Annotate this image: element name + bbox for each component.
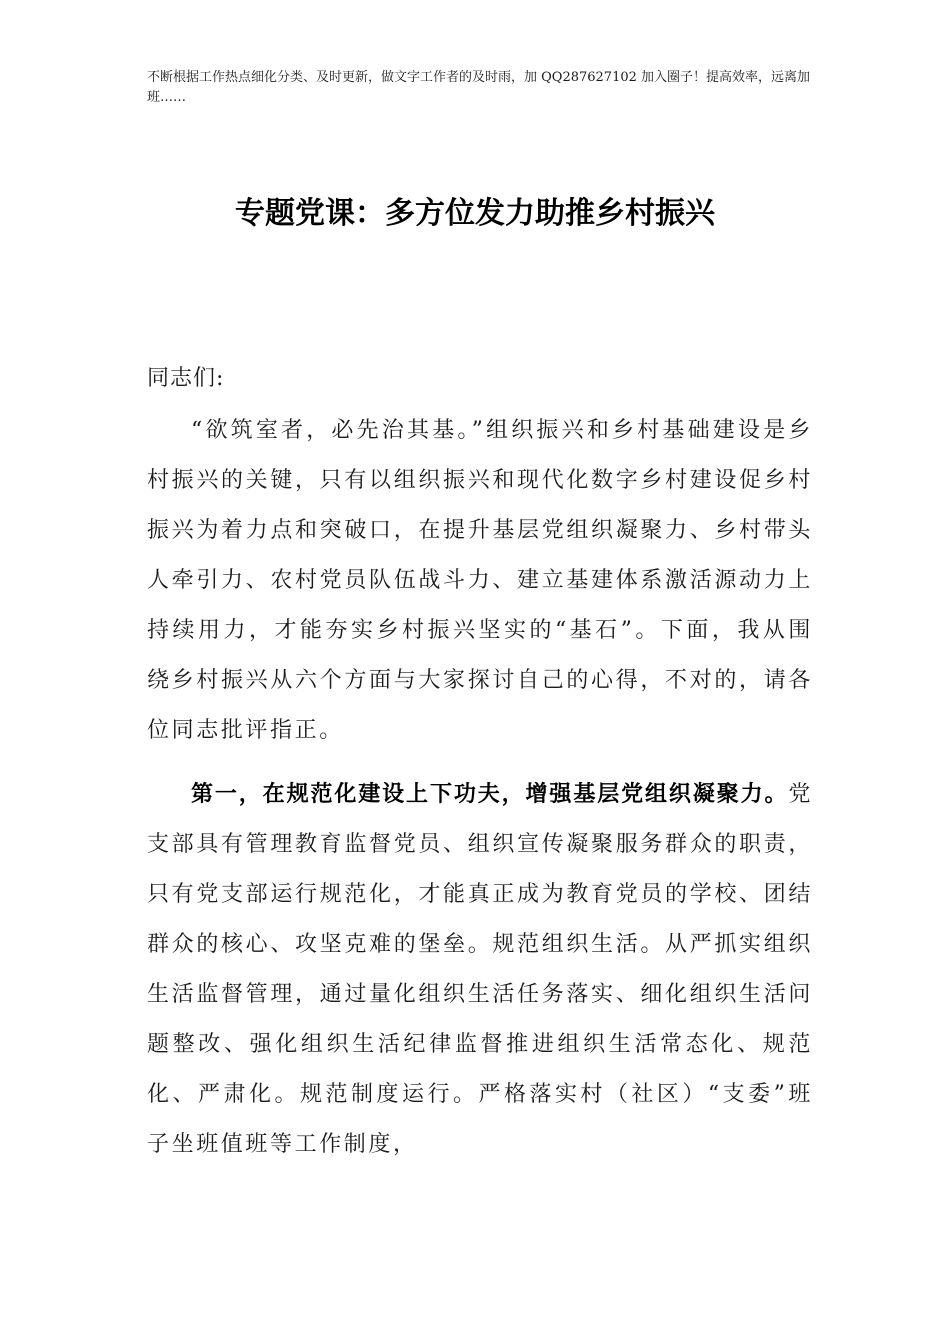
salutation: 同志们: (147, 366, 225, 391)
document-title: 专题党课：多方位发力助推乡村振兴 (235, 196, 715, 231)
paragraph-first-point-text: 党支部具有管理教育监督党员、组织宣传凝聚服务群众的职责，只有党支部运行规范化，才能真正成为教育党员的学校、团结群众的核心、攻坚克难的堡垒。规范组织生活。从严抓实组织生活监督管理，通过量化组织生活任务落实、细化组织生活问题整改、强化组织生活纪律监督推进组织生活常态化、规范化、严肃化。规范制度运行。严格落实村（社区）“支委”班子坐班值班等工作制度， (147, 782, 813, 1157)
header-note: 不断根据工作热点细化分类、及时更新，做文字工作者的及时雨，加 QQ287627102 加入圈子！提高效率，远离加班…… (147, 70, 811, 105)
document-body (147, 354, 813, 1184)
paragraph-first-point-heading: 第一，在规范化建设上下功夫，增强基层党组织凝聚力。 (191, 782, 789, 807)
paragraph-intro-text: “欲筑室者，必先治其基。”组织振兴和乡村基础建设是乡村振兴的关键，只有以组织振兴和现代化数字乡村建设促乡村振兴为着力点和突破口，在提升基层党组织凝聚力、乡村带头人牵引力、农村党员队伍战斗力、建立基建体系激活源动力上持续用力，才能夯实乡村振兴坚实的“基石”。下面，我从围绕乡村振兴从六个方面与大家探讨自己的心得，不对的，请各位同志批评指正。 (147, 418, 813, 743)
paragraph-intro (147, 406, 813, 756)
paragraph-first-point (147, 770, 813, 1170)
